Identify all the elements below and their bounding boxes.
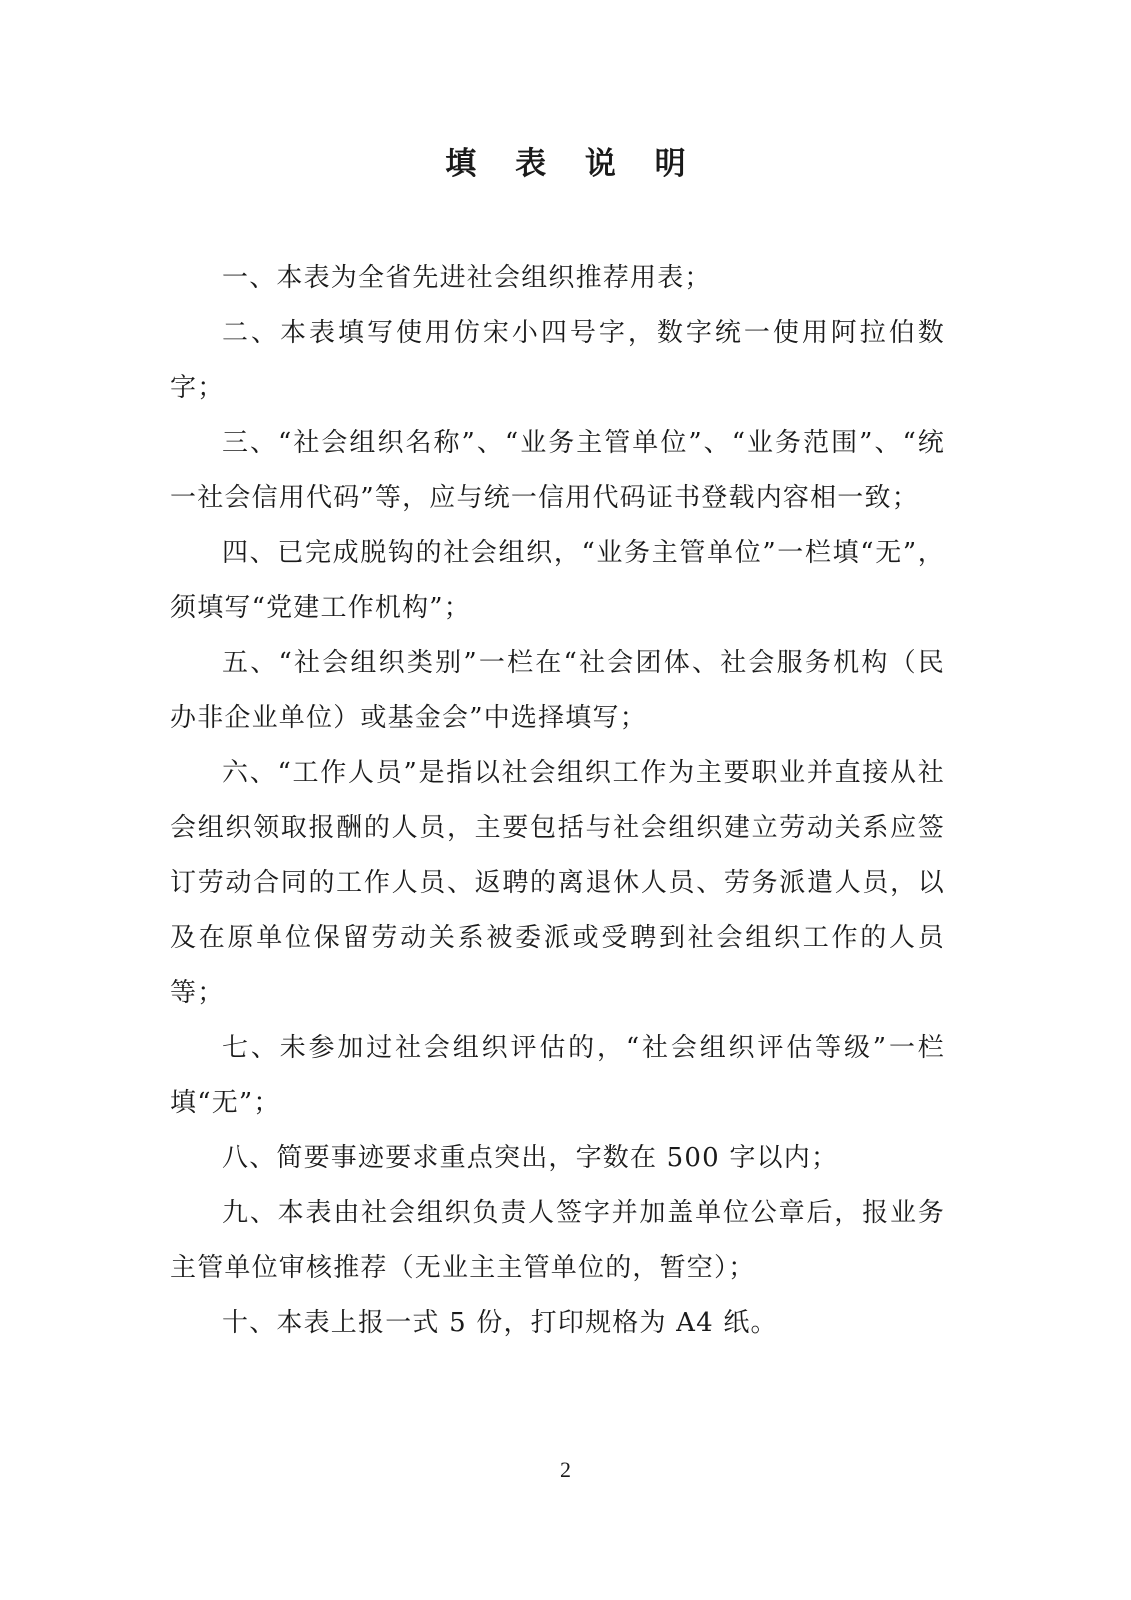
instruction-item-10: 十、本表上报一式 5 份，打印规格为 A4 纸。 [222, 1308, 778, 1338]
page-title: 填 表 说 明 [445, 146, 700, 182]
instruction-item-1: 一、本表为全省先进社会组织推荐用表； [222, 263, 712, 293]
instruction-item-8: 八、简要事迹要求重点突出，字数在 500 字以内； [222, 1143, 839, 1173]
instruction-item-3: 三、“社会组织名称”、“业务主管单位”、“业务范围”、“统一社会信用代码”等，应与统一信用代码证书登载内容相一致； [170, 428, 945, 513]
instruction-item-7: 七、未参加过社会组织评估的，“社会组织评估等级”一栏填“无”； [170, 1033, 945, 1118]
instruction-item-6: 六、“工作人员”是指以社会组织工作为主要职业并直接从社会组织领取报酬的人员，主要包括与社会组织建立劳动关系应签订劳动合同的工作人员、返聘的离退休人员、劳务派遣人员，以及在原单位保留劳动关系被委派或受聘到社会组织工作的人员等； [170, 758, 945, 1008]
instruction-item-9: 九、本表由社会组织负责人签字并加盖单位公章后，报业务主管单位审核推荐（无业主主管单位的，暂空）； [170, 1198, 945, 1283]
instructions-body [170, 251, 945, 1351]
instruction-item-5: 五、“社会组织类别”一栏在“社会团体、社会服务机构（民办非企业单位）或基金会”中选择填写； [170, 648, 945, 733]
page-number: 2 [560, 1457, 571, 1482]
instruction-item-4: 四、已完成脱钩的社会组织，“业务主管单位”一栏填“无”，须填写“党建工作机构”； [170, 538, 945, 623]
instruction-item-2: 二、本表填写使用仿宋小四号字，数字统一使用阿拉伯数字； [170, 318, 945, 403]
